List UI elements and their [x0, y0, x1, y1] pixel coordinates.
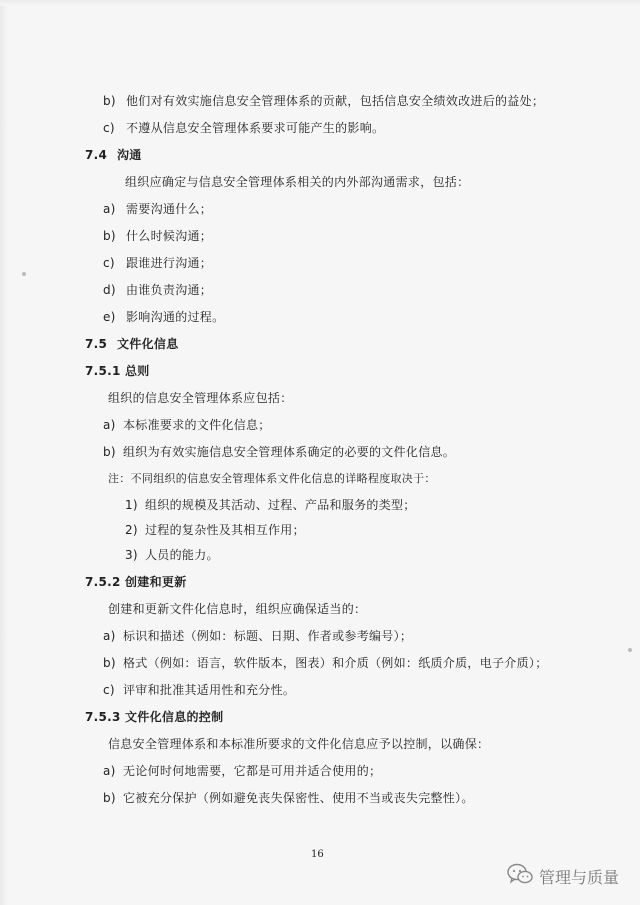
- list-text: 标识和描述（例如：标题、日期、作者或参考编号）；: [123, 629, 413, 643]
- wechat-icon: [507, 863, 533, 889]
- list-text: 它被充分保护（例如避免丧失保密性、使用不当或丧失完整性）。: [123, 791, 474, 805]
- list-label: c): [103, 683, 115, 697]
- list-label: b): [103, 229, 116, 243]
- paragraph: [125, 175, 469, 189]
- list-text: 人员的能力。: [145, 548, 219, 562]
- section-title: 沟通: [117, 148, 142, 162]
- section-title: 文件化信息: [117, 337, 179, 351]
- list-item: [103, 791, 474, 805]
- page-edge-top: [0, 0, 640, 6]
- list-text: 他们对有效实施信息安全管理体系的贡献，包括信息安全绩效改进后的益处；: [126, 94, 545, 108]
- list-item: [125, 498, 416, 512]
- paragraph: [108, 602, 366, 616]
- paragraph-text: 组织应确定与信息安全管理体系相关的内外部沟通需求，包括：: [125, 175, 470, 189]
- list-label: 3): [125, 548, 138, 562]
- list-text: 组织的规模及其活动、过程、产品和服务的类型；: [145, 498, 416, 512]
- list-text: 评审和批准其适用性和充分性。: [123, 683, 296, 697]
- page-edge-left: [0, 0, 8, 905]
- list-text: 无论何时何地需要，它都是可用并适合使用的；: [123, 764, 382, 778]
- paragraph: [108, 737, 489, 751]
- list-label: b): [103, 656, 116, 670]
- section-heading: [85, 337, 179, 351]
- list-text: 跟谁进行沟通；: [126, 256, 213, 270]
- section-title: 文件化信息的控制: [125, 710, 224, 724]
- list-label: b): [103, 94, 116, 108]
- paragraph-text: 组织的信息安全管理体系应包括：: [108, 391, 293, 405]
- list-text: 组织为有效实施信息安全管理体系确定的必要的文件化信息。: [123, 445, 456, 459]
- list-label: a): [103, 629, 116, 643]
- list-label: c): [103, 121, 115, 135]
- list-text: 影响沟通的过程。: [126, 310, 225, 324]
- watermark-text: 管理与质量: [539, 867, 620, 887]
- list-item: [103, 683, 295, 697]
- paragraph-text: 信息安全管理体系和本标准所要求的文件化信息应予以控制，以确保：: [108, 737, 490, 751]
- list-item: [125, 548, 219, 562]
- page-number: 16: [311, 849, 324, 860]
- list-label: d): [103, 283, 116, 297]
- paragraph: [108, 391, 293, 405]
- list-item: [103, 283, 212, 297]
- section-number: 7.5.1: [85, 364, 121, 378]
- scan-speck: [628, 648, 632, 652]
- list-item: [103, 656, 548, 670]
- list-label: 2): [125, 523, 138, 537]
- section-title: 总则: [125, 364, 150, 378]
- list-label: a): [103, 764, 116, 778]
- list-text: 格式（例如：语言，软件版本，图表）和介质（例如：纸质介质，电子介质）；: [123, 656, 548, 670]
- list-label: e): [103, 310, 116, 324]
- section-heading: [85, 710, 223, 724]
- list-label: b): [103, 791, 116, 805]
- section-heading: [85, 148, 142, 162]
- list-text: 不遵从信息安全管理体系要求可能产生的影响。: [126, 121, 385, 135]
- scan-speck: [22, 272, 26, 276]
- note-text: 注：不同组织的信息安全管理体系文件化信息的详略程度取决于：: [108, 472, 436, 485]
- list-item: [103, 445, 455, 459]
- list-label: b): [103, 445, 116, 459]
- watermark: [507, 863, 619, 889]
- list-item: [125, 523, 305, 537]
- section-title: 创建和更新: [125, 575, 187, 589]
- note: [108, 472, 436, 486]
- section-heading: [85, 575, 187, 589]
- list-item: [103, 94, 544, 108]
- list-item: [103, 310, 224, 324]
- list-text: 本标准要求的文件化信息；: [123, 418, 271, 432]
- list-item: [103, 629, 412, 643]
- section-number: 7.5.3: [85, 710, 121, 724]
- list-item: [103, 418, 271, 432]
- list-item: [103, 256, 212, 270]
- paragraph-text: 创建和更新文件化信息时，组织应确保适当的：: [108, 602, 367, 616]
- section-number: 7.5.2: [85, 575, 121, 589]
- section-heading: [85, 364, 150, 378]
- list-label: 1): [125, 498, 138, 512]
- list-item: [103, 229, 212, 243]
- list-text: 需要沟通什么；: [126, 202, 213, 216]
- list-text: 过程的复杂性及其相互作用；: [145, 523, 305, 537]
- list-text: 什么时候沟通；: [126, 229, 213, 243]
- list-label: a): [103, 202, 116, 216]
- list-item: [103, 202, 212, 216]
- list-label: a): [103, 418, 116, 432]
- list-item: [103, 764, 381, 778]
- section-number: 7.4: [85, 148, 108, 162]
- list-label: c): [103, 256, 115, 270]
- list-item: [103, 121, 384, 135]
- list-text: 由谁负责沟通；: [126, 283, 213, 297]
- section-number: 7.5: [85, 337, 108, 351]
